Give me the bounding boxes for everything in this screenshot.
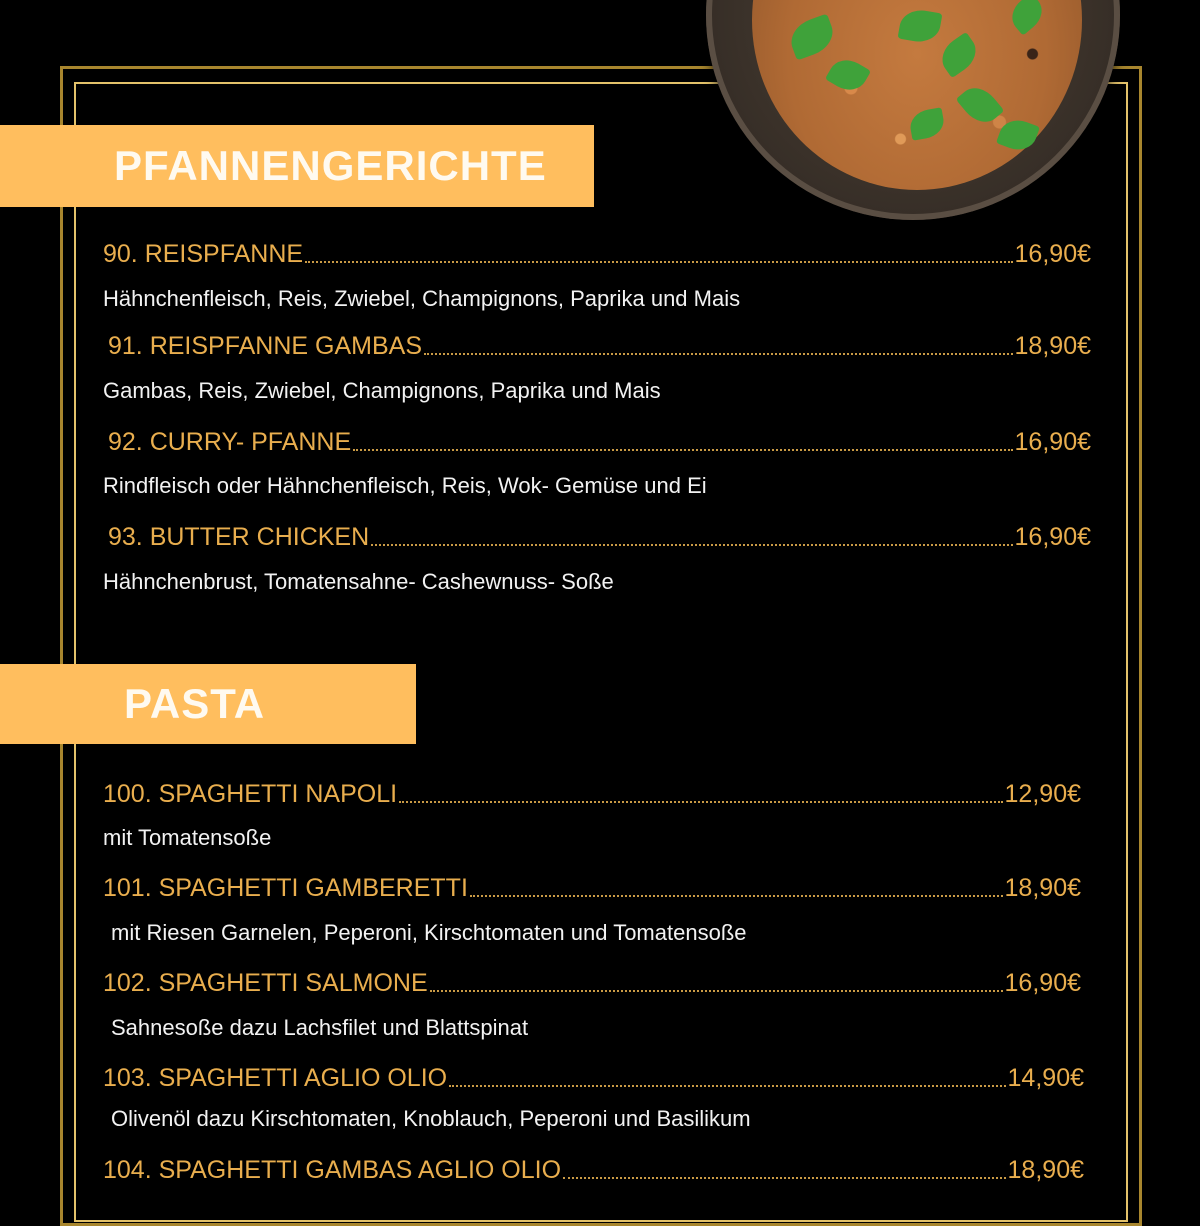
menu-item-row <box>103 1156 1084 1185</box>
menu-item-price: 16,90€ <box>1014 240 1091 268</box>
menu-item-row <box>108 523 1091 552</box>
menu-item-name: 102. SPAGHETTI SALMONE <box>103 969 428 997</box>
menu-item-description: Hähnchenfleisch, Reis, Zwiebel, Champignons, Paprika und Mais <box>103 286 741 311</box>
menu-item-row <box>108 428 1091 457</box>
menu-item-row <box>103 1064 1084 1093</box>
menu-item-row <box>103 780 1081 809</box>
section-banner-pfannengerichte <box>0 125 594 207</box>
menu-item-name: 104. SPAGHETTI GAMBAS AGLIO OLIO <box>103 1156 562 1184</box>
menu-item-description: Hähnchenbrust, Tomatensahne- Cashewnuss- Soße <box>103 569 614 594</box>
dot-leader <box>305 261 1012 263</box>
dot-leader <box>430 990 1003 992</box>
menu-item-name: 101. SPAGHETTI GAMBERETTI <box>103 874 468 902</box>
dot-leader <box>470 895 1003 897</box>
menu-item-row <box>108 332 1091 361</box>
menu-item-row <box>103 969 1081 998</box>
menu-item-description: Gambas, Reis, Zwiebel, Champignons, Paprika und Mais <box>103 378 661 403</box>
menu-item-name: 92. CURRY- PFANNE <box>108 428 352 456</box>
section-title: PFANNENGERICHTE <box>114 142 547 189</box>
dot-leader <box>424 353 1013 355</box>
dot-leader <box>371 544 1012 546</box>
menu-item-name: 90. REISPFANNE <box>103 240 304 268</box>
menu-item-price: 16,90€ <box>1014 428 1091 456</box>
menu-item-description: Rindfleisch oder Hähnchenfleisch, Reis, Wok- Gemüse und Ei <box>103 473 707 498</box>
menu-item-price: 18,90€ <box>1004 874 1081 902</box>
dot-leader <box>449 1085 1005 1087</box>
menu-item-price: 14,90€ <box>1007 1064 1084 1092</box>
menu-item-price: 18,90€ <box>1014 332 1091 360</box>
menu-item-price: 12,90€ <box>1004 780 1081 808</box>
dot-leader <box>563 1177 1006 1179</box>
dot-leader <box>399 801 1002 803</box>
menu-item-row <box>103 240 1091 269</box>
menu-item-name: 93. BUTTER CHICKEN <box>108 523 370 551</box>
menu-item-price: 18,90€ <box>1007 1156 1084 1184</box>
menu-item-name: 103. SPAGHETTI AGLIO OLIO <box>103 1064 448 1092</box>
section-title: PASTA <box>124 680 266 727</box>
menu-item-name: 91. REISPFANNE GAMBAS <box>108 332 422 360</box>
menu-item-price: 16,90€ <box>1014 523 1091 551</box>
dot-leader <box>353 449 1012 451</box>
menu-item-price: 16,90€ <box>1004 969 1081 997</box>
menu-item-description: Olivenöl dazu Kirschtomaten, Knoblauch, Peperoni und Basilikum <box>111 1106 751 1131</box>
menu-item-name: 100. SPAGHETTI NAPOLI <box>103 780 398 808</box>
menu-item-description: Sahnesoße dazu Lachsfilet und Blattspinat <box>111 1015 529 1040</box>
section-banner-pasta <box>0 664 416 744</box>
menu-item-description: mit Riesen Garnelen, Peperoni, Kirschtomaten und Tomatensoße <box>111 920 747 945</box>
menu-item-row <box>103 874 1081 903</box>
menu-item-description: mit Tomatensoße <box>103 825 272 850</box>
